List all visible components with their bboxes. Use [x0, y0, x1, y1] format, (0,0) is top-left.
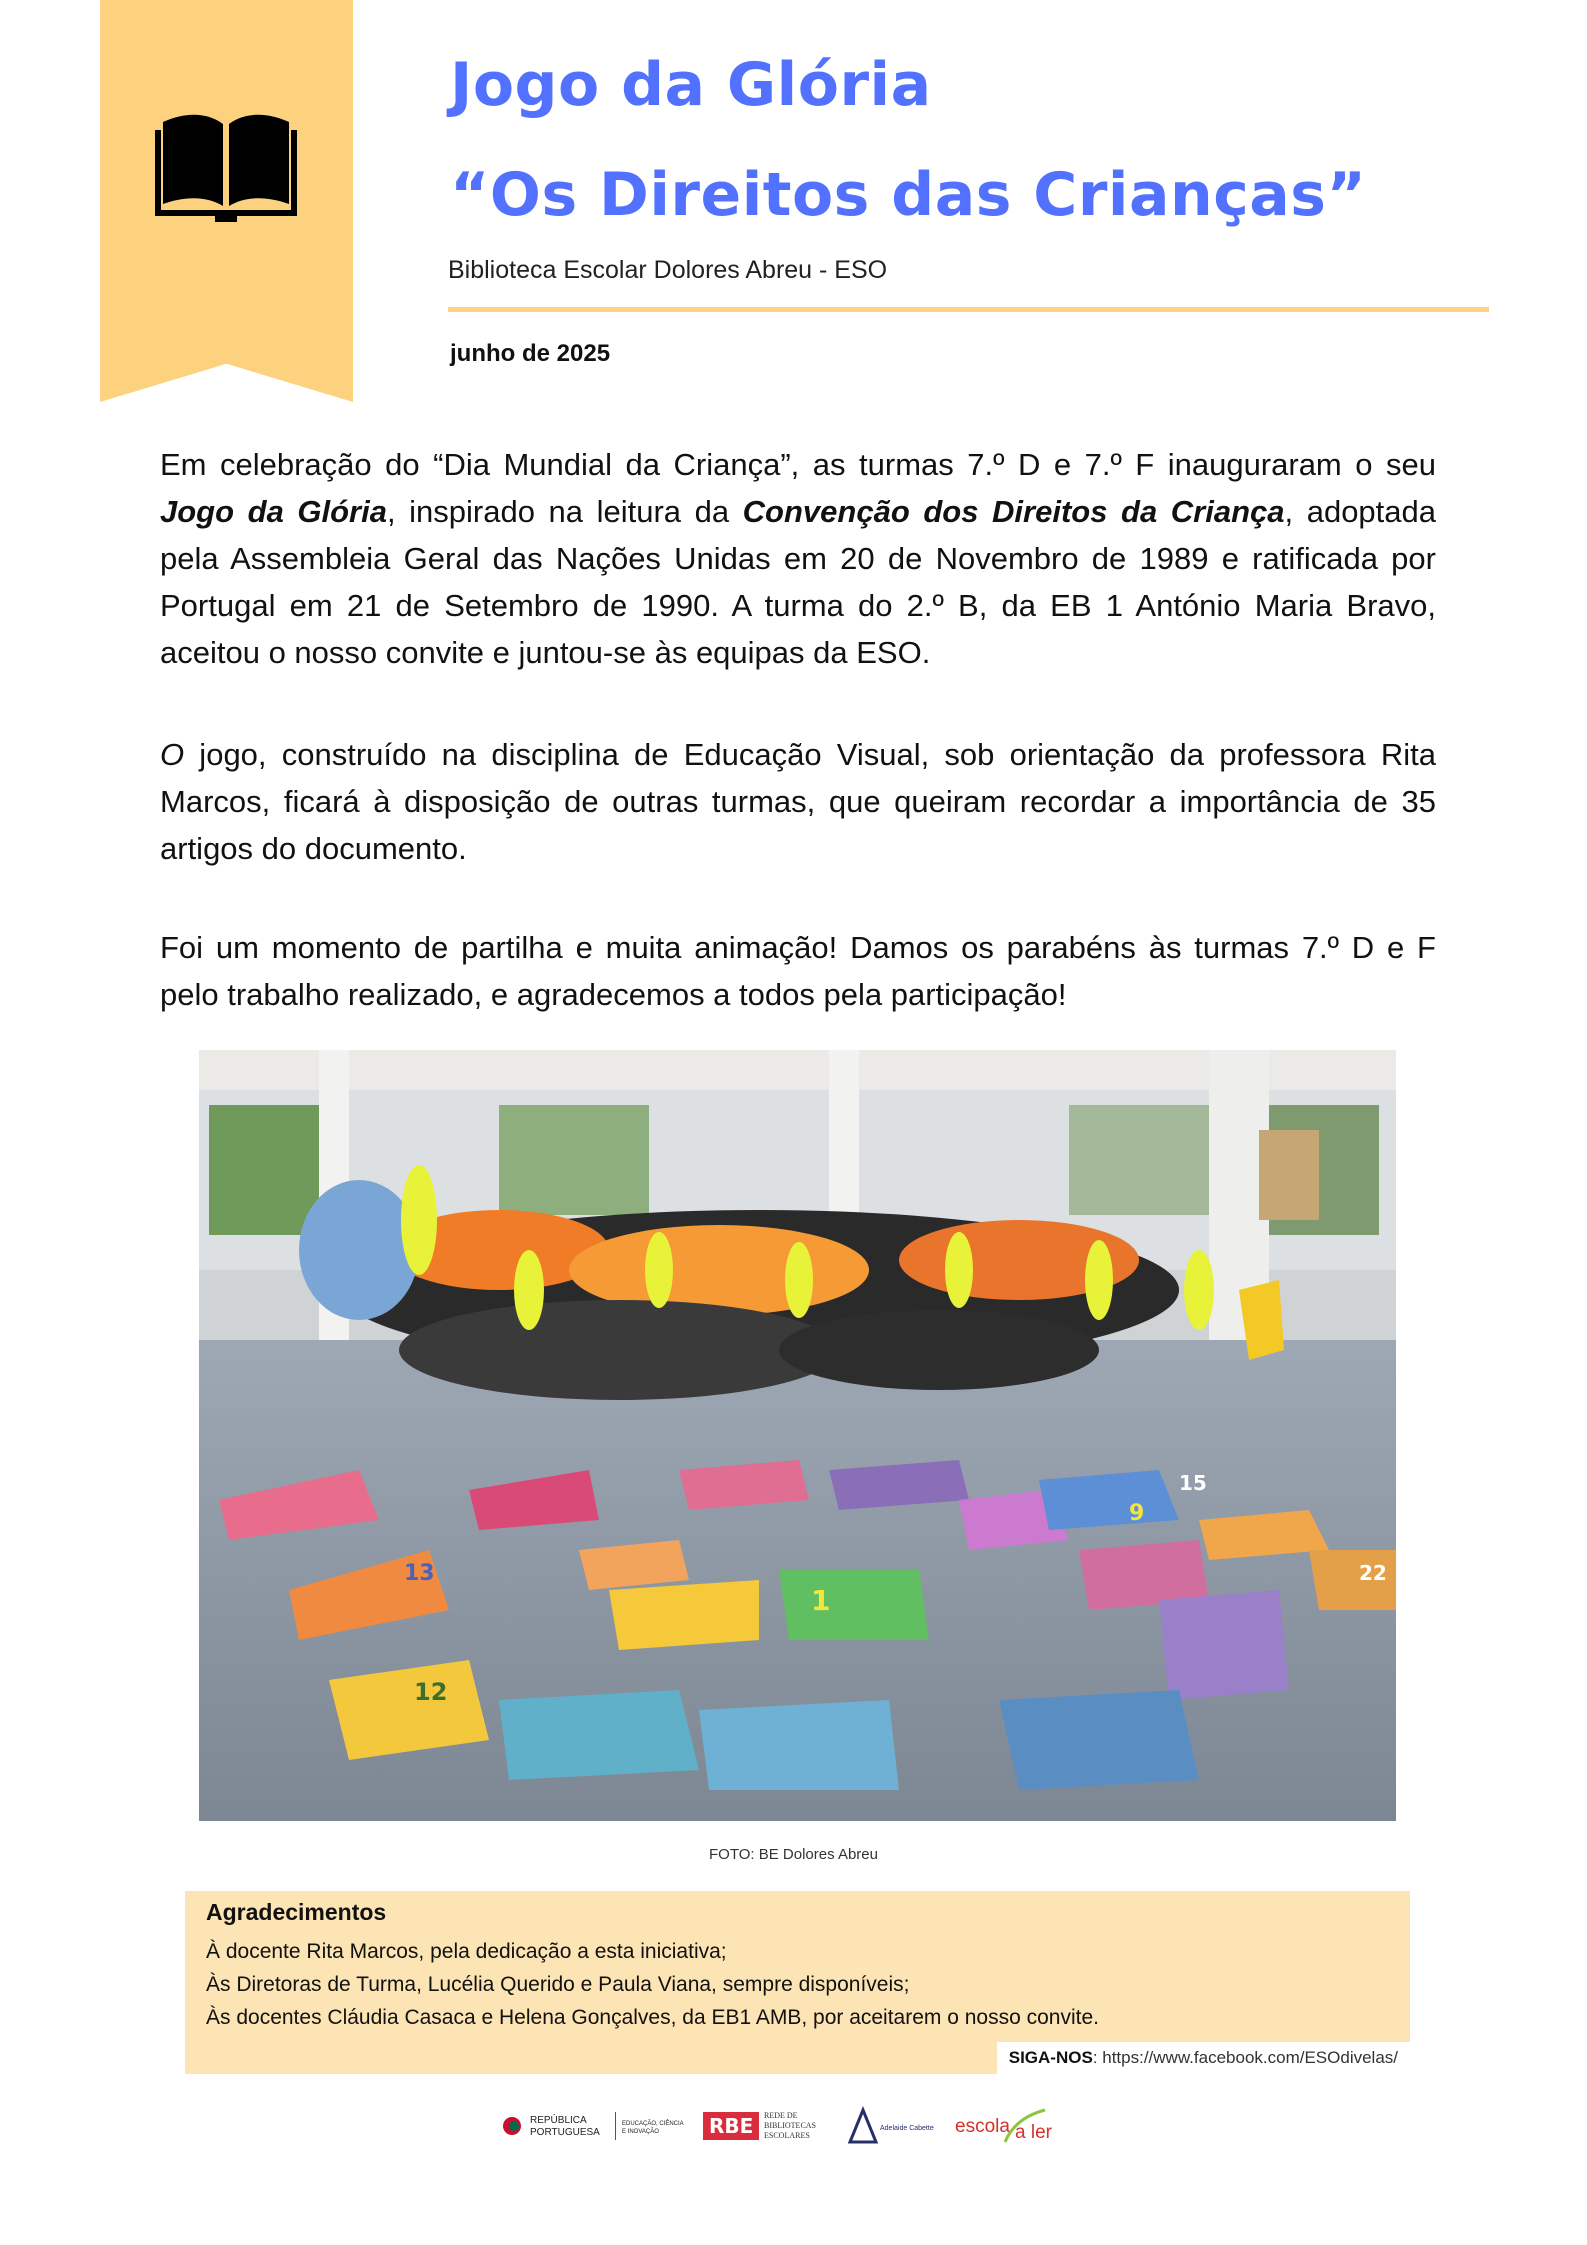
title-line-1: Jogo da Glória	[450, 50, 932, 120]
follow-us-link[interactable]	[997, 2042, 1410, 2074]
p1-text-2: , inspirado na leitura da	[386, 494, 743, 529]
issue-date: junho de 2025	[450, 340, 611, 367]
library-subtitle: Biblioteca Escolar Dolores Abreu - ESO	[448, 256, 888, 284]
p1-text-3: , adoptada pela Assembleia Geral das Nações Unidas em 20 de Novembro de 1989 e ratificada por Portugal em 21 de Setembro de 1990. A turma do 2.º B, da EB 1 António Maria Bravo, aceitou o nosso convite e juntou-se às equipas da ESO.	[160, 494, 1437, 670]
p1-text-1: Em celebração do “Dia Mundial da Criança”, as turmas 7.º D e 7.º F inauguraram o seu	[160, 447, 1436, 482]
svg-text:escola: escola	[955, 2116, 1010, 2137]
article-paragraph-2	[160, 731, 1436, 872]
convention-name: Convenção dos Direitos da Criança	[742, 494, 1285, 529]
svg-text:Adelaide Cabette: Adelaide Cabette	[880, 2125, 934, 2132]
svg-text:BIBLIOTECAS: BIBLIOTECAS	[764, 2121, 816, 2130]
group-photo	[199, 1050, 1396, 1821]
article-paragraph-3: Foi um momento de partilha e muita animação! Damos os parabéns às turmas 7.º D e F pelo trabalho realizado, e agradecemos a todos pela participação!	[160, 930, 1436, 1012]
rbe-logo	[703, 2111, 816, 2140]
follow-label: SIGA-NOS	[1008, 2048, 1093, 2067]
title-line-2: “Os Direitos das Crianças”	[450, 160, 1367, 230]
ack-title: Agradecimentos	[206, 1899, 387, 1925]
acknowledgements-box	[185, 1891, 1410, 2074]
article-paragraph-1	[160, 441, 1436, 676]
tile-number-9: 9	[1129, 1501, 1145, 1526]
svg-text:E INOVAÇÃO: E INOVAÇÃO	[622, 2129, 659, 2135]
svg-text:REPÚBLICA: REPÚBLICA	[530, 2115, 587, 2126]
follow-url: : https://www.facebook.com/ESOdivelas/	[1092, 2048, 1398, 2067]
tile-number-15: 15	[1179, 1471, 1207, 1495]
photo-caption: FOTO: BE Dolores Abreu	[709, 1846, 878, 1863]
svg-text:REDE DE: REDE DE	[764, 2111, 798, 2120]
republica-portuguesa-logo	[503, 2112, 684, 2140]
tile-number-22: 22	[1359, 1561, 1387, 1585]
page-title	[450, 30, 1366, 250]
book-icon	[155, 100, 297, 224]
tile-number-12: 12	[414, 1678, 448, 1706]
svg-text:ESCOLARES: ESCOLARES	[764, 2131, 810, 2140]
tile-number-1: 1	[811, 1584, 831, 1617]
p2-text: jogo, construído na disciplina de Educação Visual, sob orientação da professora Rita Marcos, ficará à disposição de outras turmas, que queiram recordar a importância de 35 artigos do documento.	[160, 737, 1436, 866]
svg-text:EDUCAÇÃO, CIÊNCIA: EDUCAÇÃO, CIÊNCIA	[622, 2121, 684, 2127]
partner-logos	[500, 2098, 1120, 2158]
header-divider	[448, 307, 1489, 312]
svg-text:PORTUGUESA: PORTUGUESA	[530, 2127, 600, 2138]
agrupamento-logo	[850, 2110, 934, 2142]
tile-number-13: 13	[404, 1561, 435, 1586]
game-name: Jogo da Glória	[160, 494, 387, 529]
escola-a-ler-logo	[955, 2110, 1053, 2143]
p2-lead: O	[160, 737, 185, 772]
svg-text:a ler: a ler	[1015, 2122, 1052, 2143]
ack-line: Às Diretoras de Turma, Lucélia Querido e Paula Viana, sempre disponíveis;	[206, 1973, 910, 1996]
ack-line: Às docentes Cláudia Casaca e Helena Gonçalves, da EB1 AMB, por aceitarem o nosso convite.	[206, 2006, 1099, 2029]
svg-text:RBE: RBE	[709, 2114, 754, 2138]
ack-lines	[206, 1935, 1099, 2034]
ack-line: À docente Rita Marcos, pela dedicação a esta iniciativa;	[206, 1940, 727, 1963]
